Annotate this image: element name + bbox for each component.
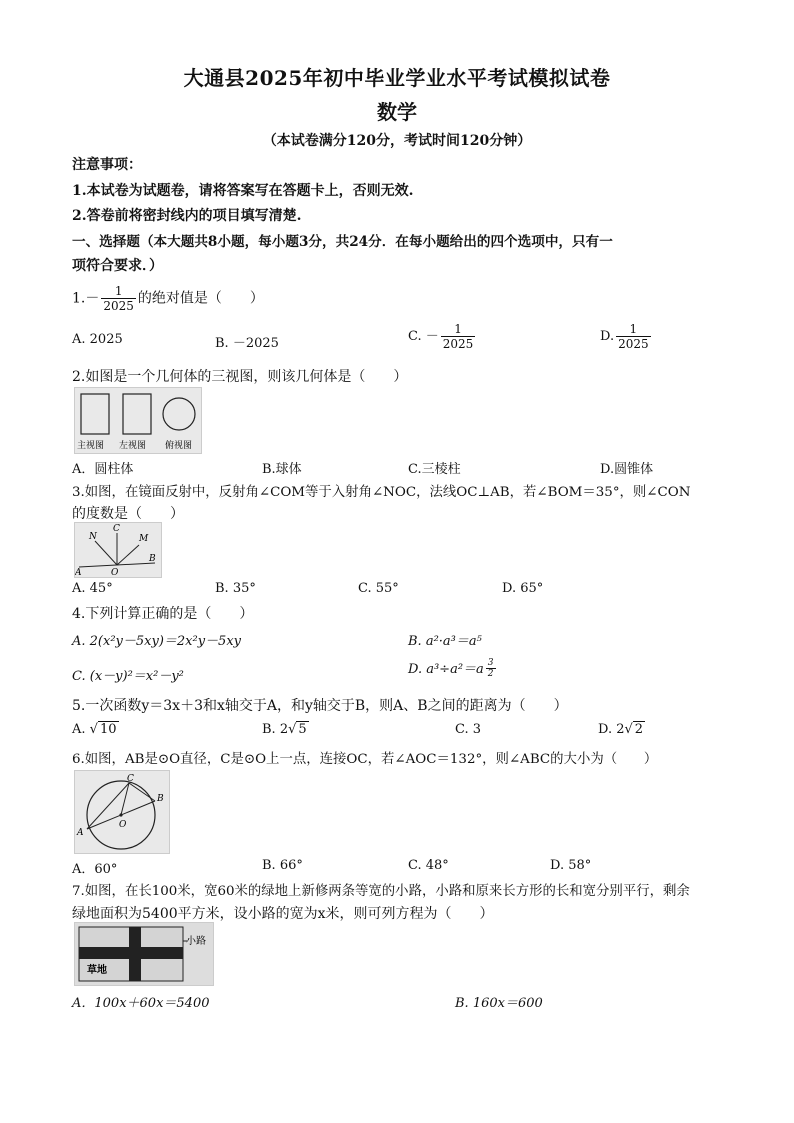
- road-label: 小路: [186, 936, 206, 947]
- three-views-svg: [75, 388, 201, 453]
- q4-d-exp-den: 2: [487, 669, 494, 679]
- q5-d-prefix: D. 2: [598, 722, 625, 737]
- front-view-label: 主视图: [77, 441, 105, 451]
- q6-option-a: A．60°: [72, 862, 118, 877]
- label-a: A: [75, 568, 82, 577]
- section-1-heading-cont: 项符合要求．）: [72, 258, 163, 274]
- field-road-figure: [74, 922, 214, 986]
- q5-b-prefix: B. 2: [262, 722, 289, 737]
- q2-option-a: A．圆柱体: [72, 462, 134, 477]
- field-svg: [75, 923, 213, 985]
- q7-option-a: A．100x＋60x＝5400: [72, 996, 210, 1011]
- notice-item-2: 2.答卷前将密封线内的项目填写清楚.: [72, 208, 302, 224]
- q5-option-d: D. 2√ 2: [598, 722, 644, 737]
- question-5-stem: 5.一次函数y＝3x＋3和x轴交于A，和y轴交于B，则A、B之间的距离为（ ）: [72, 698, 568, 714]
- q1-d-num: 1: [616, 322, 651, 337]
- q7-option-b: B. 160x＝600: [455, 996, 543, 1011]
- question-7-stem-cont: 绿地面积为5400平方米，设小路的宽为x米，则可列方程为（ ）: [72, 906, 494, 922]
- question-3-stem: 3.如图，在镜面反射中，反射角∠COM等于入射角∠NOC，法线OC⊥AB，若∠BOM＝35°，则∠CON: [72, 485, 691, 500]
- q1-fraction: [101, 284, 136, 313]
- q1-d-den: 2025: [618, 337, 649, 351]
- label-a: A: [77, 828, 84, 838]
- q1-suffix: 的绝对值是（ ）: [137, 290, 264, 307]
- label-b: B: [157, 794, 164, 804]
- q1-option-c: [408, 322, 477, 351]
- question-2-stem: 2.如图是一个几何体的三视图，则该几何体是（ ）: [72, 369, 408, 385]
- q6-option-d: D. 58°: [550, 858, 592, 873]
- q1-option-c-prefix: C. －: [408, 329, 439, 344]
- q1-option-d: [600, 322, 653, 351]
- label-n: N: [89, 532, 97, 542]
- three-views-figure: [74, 387, 202, 454]
- q1-option-a: A. 2025: [72, 332, 123, 347]
- q4-option-c: C. (x－y)²＝x²－y²: [72, 669, 184, 684]
- q1-option-d-fraction: [616, 322, 651, 351]
- q4-option-d-base: D. a³÷a²＝a: [408, 662, 484, 677]
- q1-option-d-prefix: D.: [600, 329, 615, 344]
- q1-option-c-fraction: [441, 322, 476, 351]
- q5-b-radicand: 5: [298, 722, 307, 737]
- q3-option-d: D. 65°: [502, 581, 544, 596]
- subject-title: 数学: [377, 100, 417, 124]
- q4-d-exp-num: 3: [487, 658, 494, 668]
- mirror-svg: [75, 523, 161, 577]
- question-6-stem: 6.如图，AB是⊙O直径，C是⊙O上一点，连接OC，若∠AOC＝132°，则∠ABC的大小为（ ）: [72, 752, 658, 767]
- question-7-stem: 7.如图，在长100米，宽60米的绿地上新修两条等宽的小路，小路和原来长方形的长和宽分别平行，剩余: [72, 884, 690, 899]
- label-c: C: [113, 524, 120, 534]
- q1-frac-num: 1: [101, 284, 136, 299]
- q4-option-d: [408, 658, 498, 679]
- notice-heading: 注意事项：: [72, 157, 142, 173]
- q3-option-a: A. 45°: [72, 581, 113, 596]
- q5-option-b: B. 2√ 5: [262, 722, 307, 737]
- q5-option-c: C. 3: [455, 722, 482, 737]
- q4-option-b: B. a²·a³＝a⁵: [408, 634, 482, 649]
- q3-option-b: B. 35°: [215, 581, 256, 596]
- question-1-stem: [72, 284, 264, 313]
- q1-c-num: 1: [441, 322, 476, 337]
- left-view-label: 左视图: [119, 441, 147, 451]
- circle-figure: [74, 770, 170, 854]
- label-o: O: [119, 820, 127, 830]
- q3-option-c: C. 55°: [358, 581, 399, 596]
- question-4-stem: 4.下列计算正确的是（ ）: [72, 606, 254, 622]
- exam-title: 大通县2025年初中毕业学业水平考试模拟试卷: [183, 66, 611, 90]
- q4-option-a: A. 2(x²y－5xy)＝2x²y－5xy: [72, 634, 242, 649]
- q1-option-b: B. －2025: [215, 336, 279, 351]
- q4-option-d-exponent: [486, 658, 496, 679]
- question-3-stem-cont: 的度数是（ ）: [72, 506, 184, 522]
- q2-option-c: C.三棱柱: [408, 462, 461, 477]
- q2-option-d: D.圆锥体: [600, 462, 654, 477]
- q2-option-b: B.球体: [262, 462, 302, 477]
- mirror-reflection-figure: [74, 522, 162, 578]
- label-m: M: [139, 534, 149, 544]
- q5-a-radicand: 10: [99, 722, 117, 737]
- label-c: C: [127, 774, 134, 784]
- q1-prefix: 1.－: [72, 290, 100, 307]
- exam-note: （本试卷满分120分，考试时间120分钟）: [262, 133, 532, 149]
- top-view-label: 俯视图: [165, 441, 193, 451]
- notice-item-1: 1.本试卷为试题卷，请将答案写在答题卡上，否则无效.: [72, 183, 414, 199]
- q1-frac-den: 2025: [103, 299, 134, 313]
- label-o: O: [111, 568, 119, 577]
- q5-d-radicand: 2: [634, 722, 644, 737]
- section-1-heading: 一、选择题（本大题共8小题，每小题3分，共24分．在每小题给出的四个选项中，只有一: [72, 234, 613, 250]
- q6-option-b: B. 66°: [262, 858, 303, 873]
- q5-option-a: A. √ 10: [72, 722, 117, 737]
- grass-label: 草地: [87, 965, 107, 976]
- label-b: B: [149, 554, 156, 564]
- q6-option-c: C. 48°: [408, 858, 449, 873]
- q5-a-prefix: A.: [72, 722, 86, 737]
- q1-c-den: 2025: [442, 337, 474, 351]
- circle-svg: [75, 771, 169, 853]
